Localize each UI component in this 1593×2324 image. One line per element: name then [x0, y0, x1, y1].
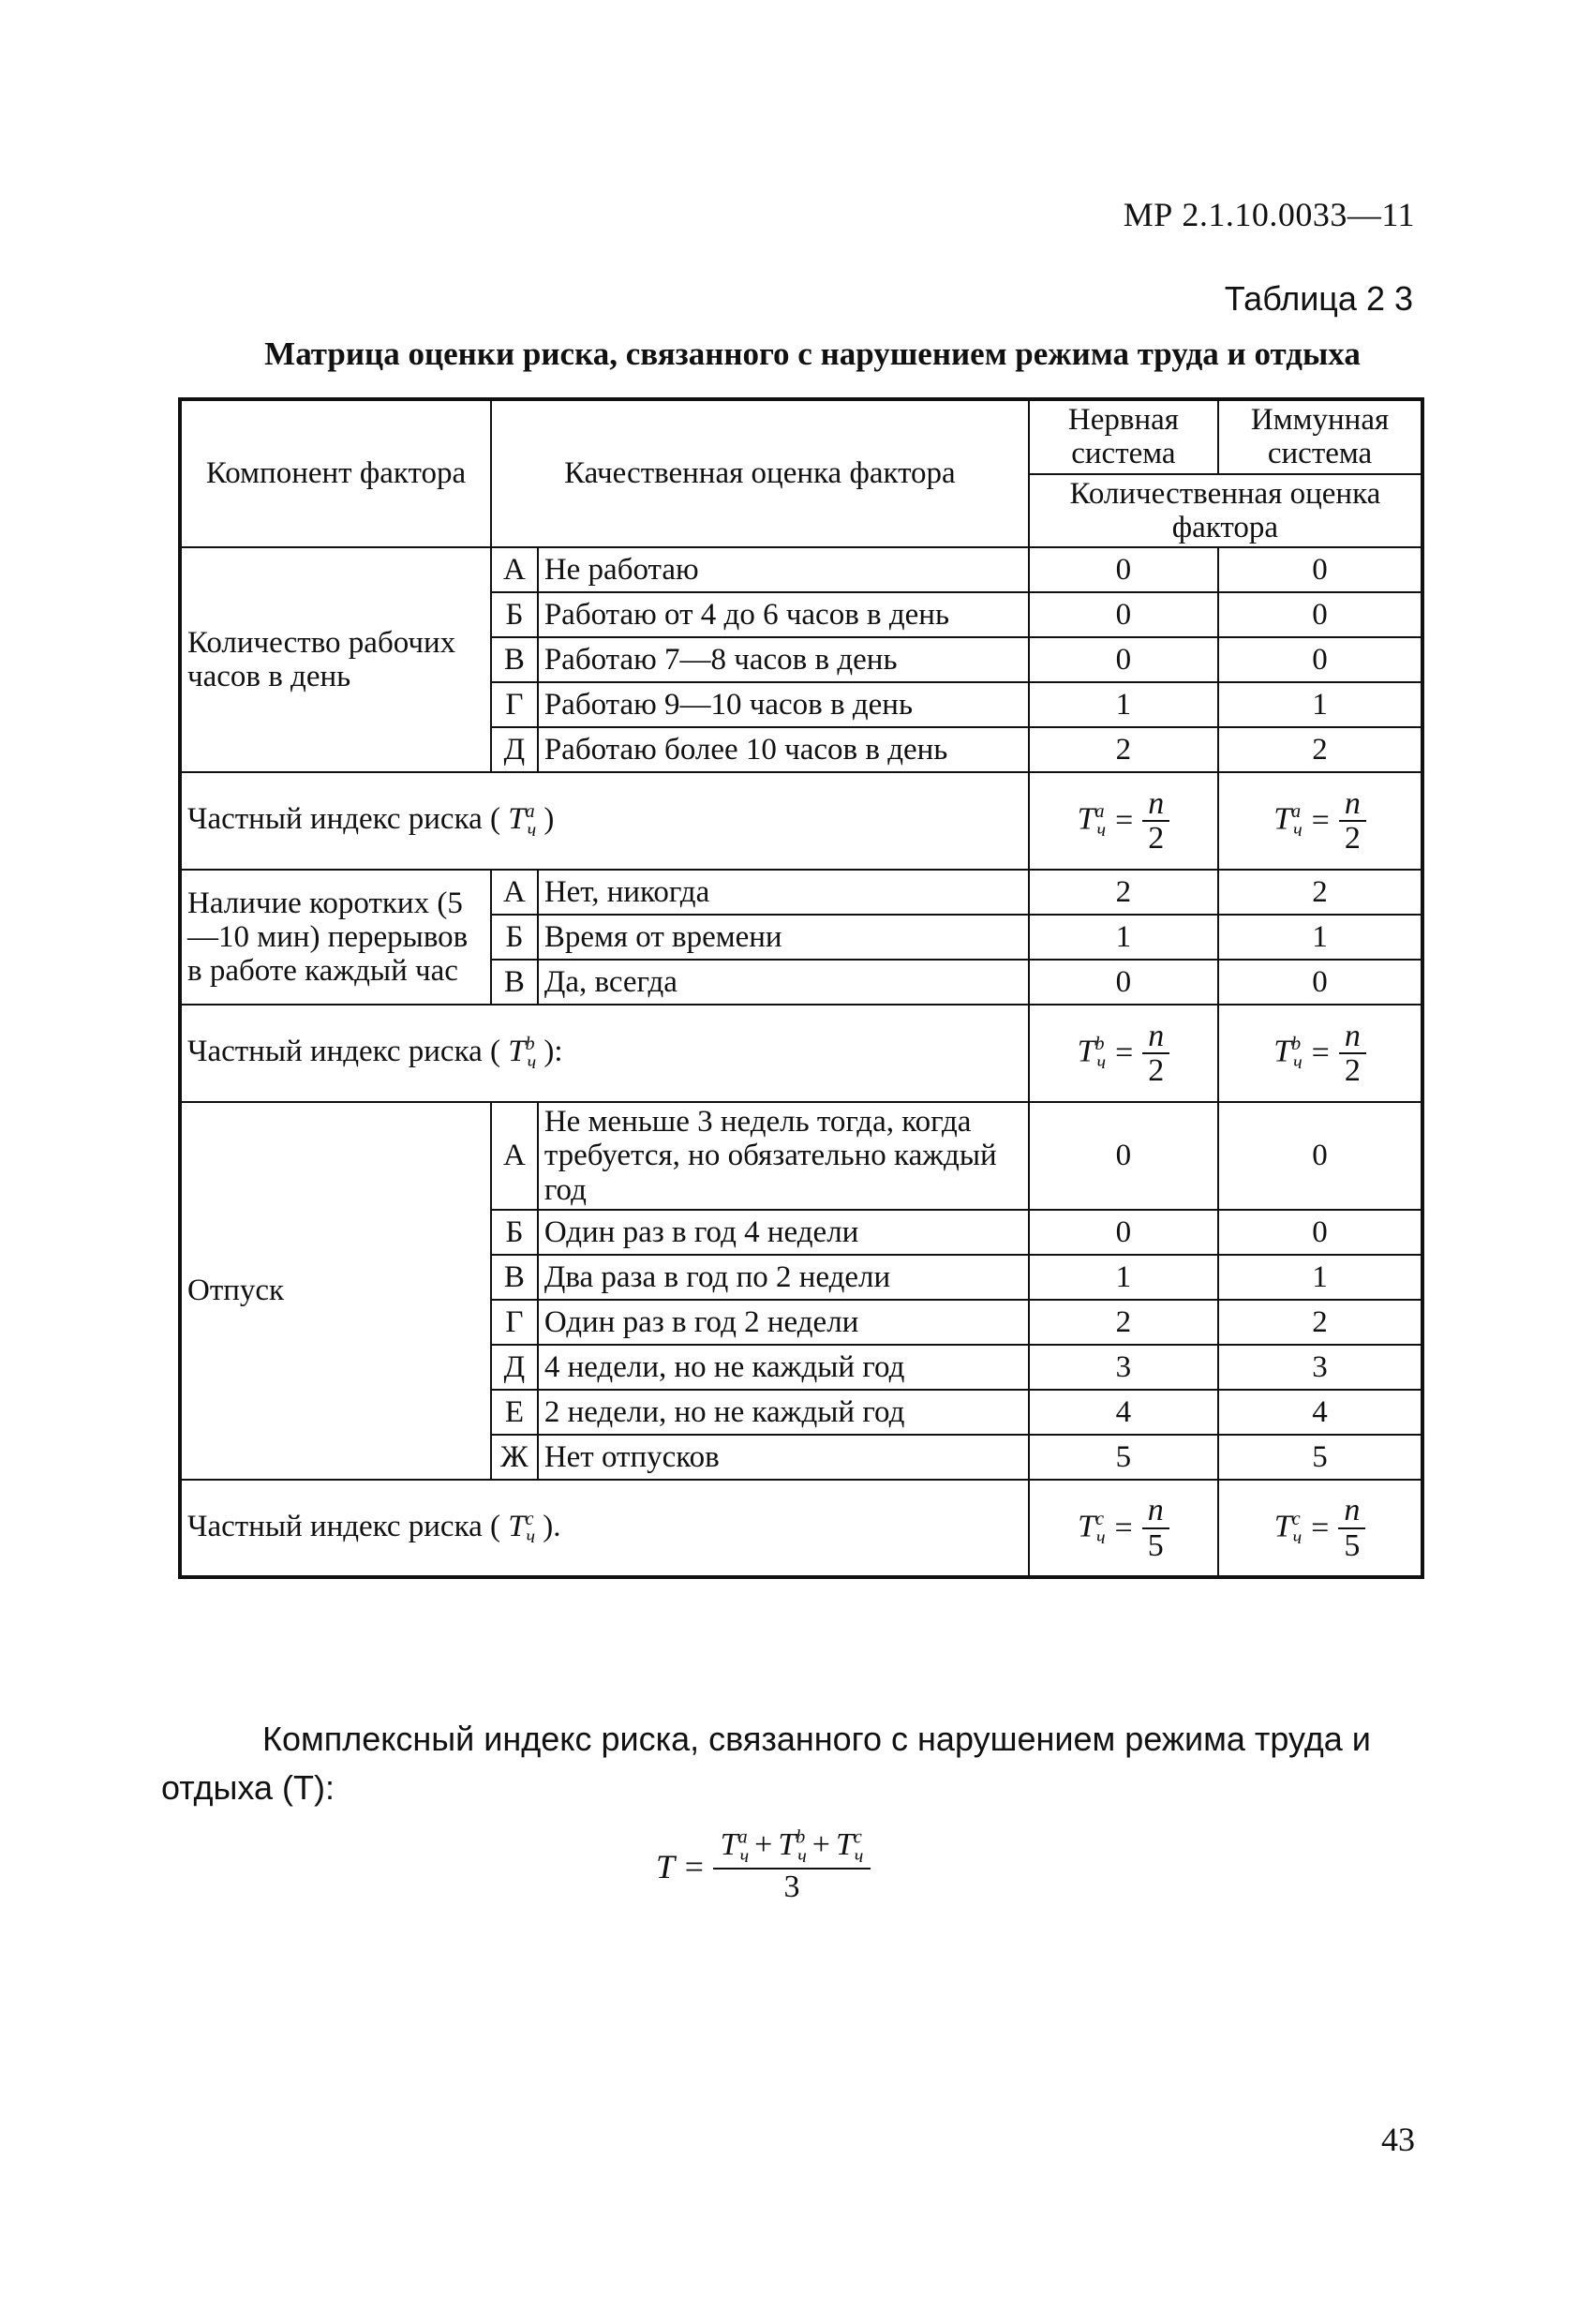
nervous-score: 1: [1029, 915, 1218, 960]
index-formula: [1273, 1020, 1366, 1088]
index-symbol: $T^a_ч$: [1273, 801, 1303, 842]
immune-score: 0: [1218, 1210, 1422, 1255]
nervous-index-formula: [1029, 1480, 1218, 1577]
immune-score: 5: [1218, 1435, 1422, 1480]
symbol-subscript: ч: [1096, 820, 1107, 842]
immune-score: 1: [1218, 682, 1422, 727]
symbol-superscript: b: [1094, 1034, 1105, 1055]
formula-denominator: 2: [1339, 1052, 1366, 1088]
option-text: Работаю более 10 часов в день: [538, 727, 1029, 772]
index-symbol: $T^b_ч$: [1077, 1034, 1107, 1074]
option-letter: Е: [491, 1390, 538, 1435]
option-letter: Б: [491, 1210, 538, 1255]
equals-sign: =: [1311, 1510, 1330, 1545]
formula-lhs: T =: [656, 1847, 706, 1885]
complex-index-formula: [656, 1827, 871, 1905]
formula-numerator: n: [1148, 785, 1165, 821]
immune-index-formula: [1218, 1480, 1422, 1577]
option-letter: В: [491, 1255, 538, 1300]
option-letter: Д: [491, 727, 538, 772]
nervous-score: 0: [1029, 1102, 1218, 1210]
index-formula: [1078, 1494, 1169, 1562]
partial-index-row: [180, 1005, 1422, 1102]
symbol-superscript: b: [796, 1827, 806, 1848]
nervous-score: 0: [1029, 547, 1218, 592]
symbol-superscript: b: [1291, 1034, 1302, 1055]
header-row-1: [180, 399, 1422, 474]
formula-numerator: n: [1344, 1018, 1361, 1053]
option-text: Два раза в год по 2 недели: [538, 1255, 1029, 1300]
formula-fraction: [1338, 1494, 1365, 1562]
partial-index-label: Частный индекс риска ( $T^b_ч$ ):: [180, 1005, 1029, 1102]
immune-score: 0: [1218, 960, 1422, 1005]
header-nervous: Нервная система: [1029, 399, 1218, 474]
option-letter: Б: [491, 592, 538, 637]
symbol-subscript: ч: [1292, 1527, 1303, 1548]
nervous-index-formula: [1029, 1005, 1218, 1102]
equals-sign: =: [1115, 803, 1134, 839]
symbol-subscript: ч: [739, 1846, 750, 1868]
nervous-score: 0: [1029, 637, 1218, 682]
option-text: Время от времени: [538, 915, 1029, 960]
header-qualitative: Качественная оценка фактора: [491, 399, 1029, 547]
formula-numerator: n: [1344, 785, 1361, 821]
immune-score: 2: [1218, 870, 1422, 915]
index-formula: [1078, 1020, 1170, 1088]
nervous-score: 0: [1029, 1210, 1218, 1255]
option-text: Нет отпусков: [538, 1435, 1029, 1480]
header-immune: Иммунная система: [1218, 399, 1422, 474]
partial-index-row: [180, 772, 1422, 870]
immune-score: 0: [1218, 1102, 1422, 1210]
risk-matrix-table: [178, 397, 1424, 1579]
index-formula: [1274, 1494, 1366, 1562]
symbol-subscript: ч: [1095, 1527, 1106, 1548]
equals-sign: =: [1114, 1510, 1133, 1545]
immune-score: 0: [1218, 592, 1422, 637]
option-text: Работаю от 4 до 6 часов в день: [538, 592, 1029, 637]
table-title: Матрица оценки риска, связанного с нарушением режима труда и отдыха: [264, 335, 1361, 372]
immune-score: 2: [1218, 1300, 1422, 1345]
option-letter: Д: [491, 1345, 538, 1390]
nervous-score: 0: [1029, 592, 1218, 637]
immune-score: 1: [1218, 1255, 1422, 1300]
factor-component: Наличие коротких (5—10 мин) перерывов в работе каждый час: [180, 870, 491, 1005]
nervous-score: 0: [1029, 960, 1218, 1005]
immune-score: 3: [1218, 1345, 1422, 1390]
option-text: Нет, никогда: [538, 870, 1029, 915]
symbol-superscript: c: [1291, 1508, 1301, 1529]
immune-score: 4: [1218, 1390, 1422, 1435]
nervous-score: 5: [1029, 1435, 1218, 1480]
symbol-subscript: ч: [527, 819, 537, 841]
complex-index-paragraph: Комплексный индекс риска, связанного с нарушением режима труда и отдыха (T):: [161, 1720, 1371, 1808]
option-text: Не работаю: [538, 547, 1029, 592]
immune-index-formula: [1218, 1005, 1422, 1102]
symbol-subscript: ч: [1293, 1052, 1303, 1074]
plus-sign: +: [754, 1827, 773, 1863]
formula-denominator: 2: [1339, 820, 1366, 856]
immune-score: 1: [1218, 915, 1422, 960]
index-symbol: $T^b_ч$: [778, 1827, 807, 1868]
formula-fraction: [1339, 787, 1366, 856]
symbol-subscript: ч: [797, 1846, 807, 1868]
symbol-superscript: c: [525, 1508, 534, 1529]
option-letter: Г: [491, 1300, 538, 1345]
formula-denominator: 2: [1142, 820, 1169, 856]
nervous-index-formula: [1029, 772, 1218, 870]
table-row: [180, 870, 1422, 915]
table-label: Таблица 2 3: [1224, 279, 1413, 318]
index-symbol: $T^b_ч$: [508, 1034, 537, 1073]
plus-sign: +: [811, 1827, 830, 1863]
symbol-superscript: a: [737, 1827, 748, 1848]
option-text: Один раз в год 2 недели: [538, 1300, 1029, 1345]
immune-score: 2: [1218, 727, 1422, 772]
symbol-subscript: ч: [526, 1527, 536, 1548]
equals-sign: =: [1311, 1035, 1330, 1071]
immune-score: 0: [1218, 637, 1422, 682]
index-symbol: $T^c_ч$: [1273, 1508, 1303, 1548]
symbol-subscript: ч: [1293, 820, 1303, 842]
option-text: Один раз в год 4 недели: [538, 1210, 1029, 1255]
option-letter: Г: [491, 682, 538, 727]
index-symbol: $T^c_ч$: [1078, 1508, 1106, 1548]
formula-fraction: [1142, 1494, 1169, 1562]
formula-denominator: 5: [1142, 1527, 1169, 1563]
formula-numerator: n: [1148, 1018, 1165, 1053]
partial-index-label: Частный индекс риска ( $T^a_ч$ ): [180, 772, 1029, 870]
option-letter: А: [491, 870, 538, 915]
symbol-superscript: a: [525, 801, 535, 823]
nervous-score: 4: [1029, 1390, 1218, 1435]
option-letter: А: [491, 547, 538, 592]
option-text: Да, всегда: [538, 960, 1029, 1005]
index-symbol: $T^a_ч$: [720, 1827, 750, 1868]
formula-denominator: 5: [1338, 1527, 1365, 1563]
equals-sign: =: [1115, 1035, 1134, 1071]
formula-numerator: n: [1147, 1492, 1164, 1527]
index-formula: [1273, 787, 1366, 856]
symbol-subscript: ч: [527, 1051, 537, 1073]
option-letter: А: [491, 1102, 538, 1210]
option-letter: В: [491, 960, 538, 1005]
nervous-score: 2: [1029, 870, 1218, 915]
formula-denominator: 2: [1142, 1052, 1169, 1088]
formula-fraction: [1142, 787, 1169, 856]
formula-fraction: [1339, 1020, 1366, 1088]
matrix-body: [180, 399, 1422, 1577]
nervous-score: 2: [1029, 727, 1218, 772]
option-letter: В: [491, 637, 538, 682]
immune-index-formula: [1218, 772, 1422, 870]
header-component: Компонент фактора: [180, 399, 491, 547]
header-quantitative: Количественная оценка фактора: [1029, 474, 1422, 548]
symbol-superscript: a: [1291, 801, 1302, 823]
partial-index-row: [180, 1480, 1422, 1577]
formula-numerator: n: [1344, 1492, 1361, 1527]
partial-index-label: Частный индекс риска ( $T^c_ч$ ).: [180, 1480, 1029, 1577]
factor-component: Отпуск: [180, 1102, 491, 1480]
option-letter: Ж: [491, 1435, 538, 1480]
symbol-superscript: c: [1095, 1508, 1104, 1529]
index-symbol: $T^a_ч$: [1077, 801, 1107, 842]
formula-fraction: [1142, 1020, 1169, 1088]
factor-component: Количество рабочих часов в день: [180, 547, 491, 772]
table-row: [180, 1102, 1422, 1210]
nervous-score: 1: [1029, 1255, 1218, 1300]
option-text: 4 недели, но не каждый год: [538, 1345, 1029, 1390]
table-row: [180, 547, 1422, 592]
option-text: 2 недели, но не каждый год: [538, 1390, 1029, 1435]
index-symbol: $T^c_ч$: [835, 1827, 864, 1868]
option-text: Работаю 9—10 часов в день: [538, 682, 1029, 727]
formula-fraction: [713, 1827, 871, 1905]
nervous-score: 3: [1029, 1345, 1218, 1390]
option-text: Не меньше 3 недель тогда, когда требуется, но обязательно каждый год: [538, 1102, 1029, 1210]
immune-score: 0: [1218, 547, 1422, 592]
index-symbol: $T^c_ч$: [508, 1508, 536, 1548]
document-code: МР 2.1.10.0033—11: [1123, 196, 1415, 233]
formula-numerator: [713, 1827, 871, 1868]
symbol-superscript: c: [853, 1827, 862, 1848]
equals-sign: =: [1311, 803, 1330, 839]
option-text: Работаю 7—8 часов в день: [538, 637, 1029, 682]
option-letter: Б: [491, 915, 538, 960]
index-symbol: $T^a_ч$: [508, 801, 537, 841]
symbol-subscript: ч: [854, 1846, 864, 1868]
formula-denominator: 3: [713, 1868, 871, 1905]
page-number: 43: [1381, 2121, 1415, 2158]
index-symbol: $T^b_ч$: [1273, 1034, 1303, 1074]
symbol-superscript: b: [525, 1034, 535, 1055]
symbol-superscript: a: [1094, 801, 1105, 823]
symbol-subscript: ч: [1096, 1052, 1107, 1074]
nervous-score: 2: [1029, 1300, 1218, 1345]
index-formula: [1078, 787, 1170, 856]
nervous-score: 1: [1029, 682, 1218, 727]
